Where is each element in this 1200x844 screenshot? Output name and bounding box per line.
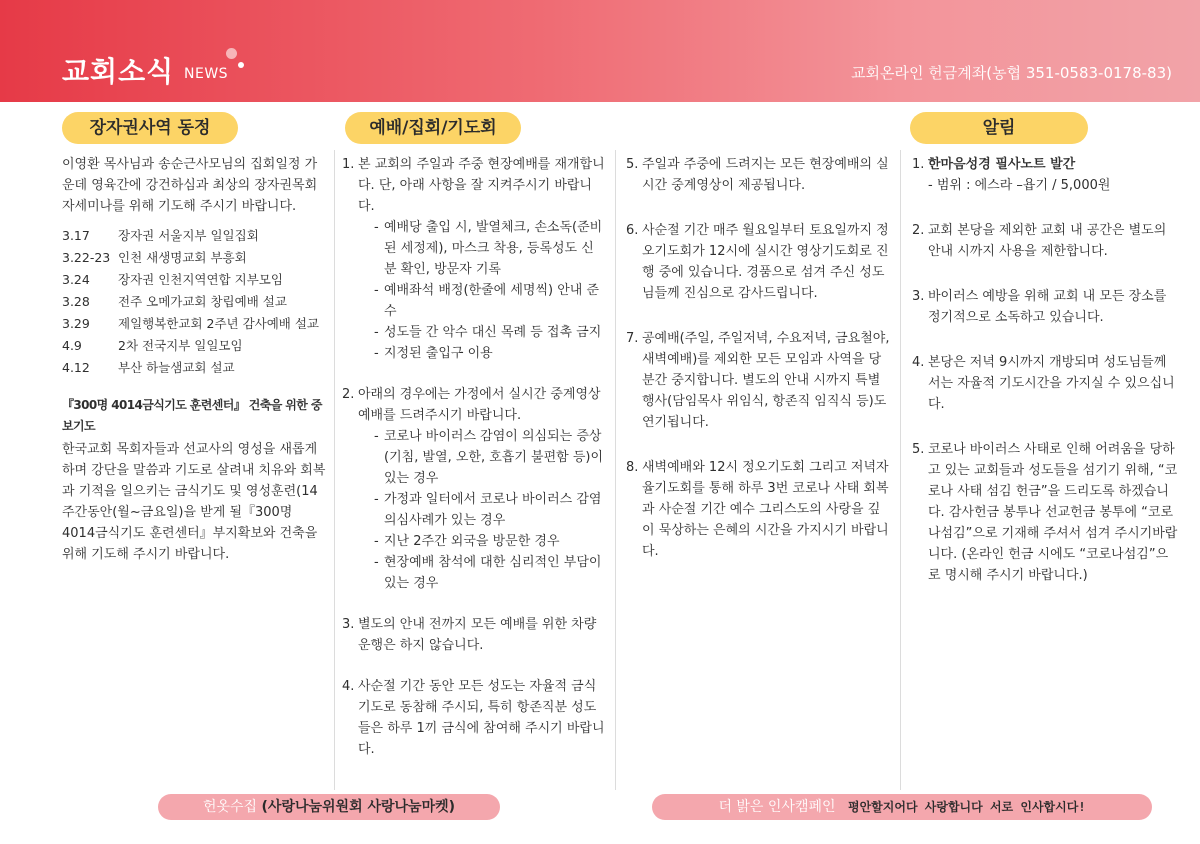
sub-item bbox=[374, 531, 606, 552]
schedule-event: 부산 하늘샘교회 설교 bbox=[118, 360, 235, 375]
item-number: 6. bbox=[626, 223, 639, 238]
item-body bbox=[928, 286, 1178, 328]
item-text: 본당은 저녁 9시까지 개방되며 성도님들께서는 자율적 기도시간을 가지실 수 있으십니다. bbox=[928, 355, 1175, 412]
item-sublist bbox=[358, 217, 606, 364]
ministry-column bbox=[62, 154, 326, 565]
offering-account: 교회온라인 헌금계좌(농협 351-0583-0178-83) bbox=[851, 64, 1172, 82]
schedule-event: 제일행복한교회 2주년 감사예배 설교 bbox=[118, 316, 319, 331]
sub-text: 예배당 출입 시, 발열체크, 손소독(준비된 세정제), 마스크 착용, 등록성도 신분 확인, 방문자 기록 bbox=[384, 220, 603, 277]
item-text: 주일과 주중에 드려지는 모든 현장예배의 실시간 중계영상이 제공됩니다. bbox=[642, 157, 889, 193]
item-text: 새벽예배와 12시 정오기도회 그리고 저녁자율기도회를 통해 하루 3번 코로나 사태 회복과 사순절 기간 예수 그리스도의 사랑을 깊이 묵상하는 은혜의 시간을 가지시기 바랍니다. bbox=[642, 460, 889, 559]
column-divider bbox=[334, 150, 335, 790]
greeting-campaign-banner bbox=[652, 794, 1152, 820]
worship-column bbox=[342, 154, 606, 780]
greeting-campaign-text: 평안할지어다 사랑합니다 서로 인사합시다! bbox=[847, 800, 1086, 814]
schedule-event: 2차 전국지부 일일모임 bbox=[118, 338, 243, 353]
prayer-body: 한국교회 목회자들과 선교사의 영성을 새롭게 하며 강단을 말씀과 기도로 살려내 치유와 회복과 기적을 일으키는 금식기도 및 영성훈련(14주간동안(월~금요일)을 받게 될『300명 4014금식기도 훈련센터』부지확보와 건축을 위해 기도해 주시기 바랍니다. bbox=[62, 442, 326, 562]
sub-item bbox=[374, 280, 606, 322]
schedule-event: 전주 오메가교회 창립예배 설교 bbox=[118, 294, 287, 309]
item-number: 3. bbox=[912, 289, 925, 304]
worship-item bbox=[626, 220, 892, 304]
column-divider bbox=[615, 150, 616, 790]
worship-column-continued bbox=[626, 154, 892, 586]
notice-item bbox=[912, 286, 1178, 328]
item-text: 사순절 기간 동안 모든 성도는 자율적 금식기도로 동참해 주시되, 특히 항존직분 성도들은 하루 1끼 금식에 참여해 주시기 바랍니다. bbox=[358, 679, 605, 757]
item-sublist bbox=[358, 426, 606, 594]
prayer-title: 『300명 4014금식기도 훈련센터』 건축을 위한 중보기도 bbox=[62, 398, 322, 433]
schedule-date: 3.17 bbox=[62, 228, 90, 243]
item-text: 아래의 경우에는 가정에서 실시간 중계영상예배를 드려주시기 바랍니다. bbox=[358, 387, 601, 423]
header-banner bbox=[0, 0, 1200, 102]
item-body bbox=[358, 154, 606, 364]
item-text: 한마음성경 필사노트 발간 bbox=[928, 157, 1076, 172]
item-number: 8. bbox=[626, 460, 639, 475]
sub-text: 지난 2주간 외국을 방문한 경우 bbox=[384, 534, 560, 549]
schedule-row bbox=[62, 269, 326, 291]
sub-dash: - bbox=[374, 283, 379, 298]
sub-text: 현장예배 참석에 대한 심리적인 부담이 있는 경우 bbox=[384, 555, 602, 591]
sub-text: 예배좌석 배정(한줄에 세명씩) 안내 준수 bbox=[384, 283, 600, 319]
clothing-collection-banner bbox=[158, 794, 500, 820]
item-body bbox=[358, 614, 606, 656]
sub-dash: - bbox=[374, 220, 379, 235]
worship-item bbox=[342, 614, 606, 656]
notice-column bbox=[912, 154, 1178, 610]
notice-item bbox=[912, 154, 1178, 196]
item-body bbox=[928, 154, 1178, 196]
item-number: 4. bbox=[912, 355, 925, 370]
item-text: 코로나 바이러스 사태로 인해 어려움을 당하고 있는 교회들과 성도들을 섬기기 위해, “코로나 사태 섬김 헌금”을 드리도록 하겠습니다. 감사헌금 봉투나 선교헌금 봉투에 “코로나섬김”으로 기재해 주셔서 섬겨 주시기바랍니다. (온라인 헌금 시에도 “코로나섬김”으로 명시해 주시기 바랍니다.) bbox=[928, 442, 1178, 583]
worship-item bbox=[342, 154, 606, 364]
section-heading-notice: 알림 bbox=[910, 112, 1088, 144]
greeting-campaign-label: 더 밝은 인사캠페인 bbox=[718, 799, 836, 815]
sub-item bbox=[374, 217, 606, 280]
item-number: 1. bbox=[342, 157, 355, 172]
sub-text: 성도들 간 악수 대신 목례 등 접촉 금지 bbox=[384, 325, 602, 340]
item-number: 1. bbox=[912, 157, 925, 172]
item-detail: - 범위 : 에스라 –욥기 / 5,000원 bbox=[928, 178, 1111, 193]
notice-item bbox=[912, 439, 1178, 586]
schedule-row bbox=[62, 247, 326, 269]
notice-item bbox=[912, 352, 1178, 415]
item-text: 별도의 안내 전까지 모든 예배를 위한 차량 운행은 하지 않습니다. bbox=[358, 617, 597, 653]
item-body bbox=[928, 220, 1178, 262]
sub-dash: - bbox=[374, 325, 379, 340]
item-text: 본 교회의 주일과 주중 현장예배를 재개합니다. 단, 아래 사항을 잘 지켜주시기 바랍니다. bbox=[358, 157, 605, 214]
schedule-date: 4.9 bbox=[62, 338, 82, 353]
worship-item bbox=[626, 457, 892, 562]
schedule-date: 3.22-23 bbox=[62, 250, 111, 265]
sub-item bbox=[374, 426, 606, 489]
schedule-row bbox=[62, 357, 326, 379]
schedule-date: 3.29 bbox=[62, 316, 90, 331]
decorative-dot bbox=[226, 48, 237, 59]
column-divider bbox=[900, 150, 901, 790]
section-heading-worship: 예배/집회/기도회 bbox=[345, 112, 521, 144]
item-number: 4. bbox=[342, 679, 355, 694]
schedule-row bbox=[62, 291, 326, 313]
sub-item bbox=[374, 322, 606, 343]
schedule-row bbox=[62, 335, 326, 357]
schedule-date: 4.12 bbox=[62, 360, 90, 375]
sub-dash: - bbox=[374, 429, 379, 444]
schedule-date: 3.24 bbox=[62, 272, 90, 287]
decorative-dot-small bbox=[238, 62, 244, 68]
clothing-collection-label: 헌옷수집 bbox=[202, 799, 258, 815]
sub-dash: - bbox=[374, 555, 379, 570]
sub-item bbox=[374, 552, 606, 594]
worship-item bbox=[342, 676, 606, 760]
worship-item bbox=[342, 384, 606, 594]
sub-dash: - bbox=[374, 346, 379, 361]
notice-item bbox=[912, 220, 1178, 262]
schedule-row bbox=[62, 313, 326, 335]
item-text: 공예배(주일, 주일저녁, 수요저녁, 금요철야, 새벽예배)를 제외한 모든 모임과 사역을 당분간 중지합니다. 별도의 안내 시까지 특별행사(담임목사 위임식, 항존직 임직식 등)도 연기됩니다. bbox=[642, 331, 890, 430]
schedule-list bbox=[62, 225, 326, 379]
item-number: 7. bbox=[626, 331, 639, 346]
item-number: 2. bbox=[912, 223, 925, 238]
sub-item bbox=[374, 343, 606, 364]
item-body bbox=[928, 439, 1178, 586]
schedule-event: 장자권 서울지부 일일집회 bbox=[118, 228, 259, 243]
schedule-event: 인천 새생명교회 부흥회 bbox=[118, 250, 247, 265]
news-label: NEWS bbox=[184, 66, 229, 82]
item-body bbox=[928, 352, 1178, 415]
sub-text: 가정과 일터에서 코로나 바이러스 감염 의심사례가 있는 경우 bbox=[384, 492, 602, 528]
item-text: 사순절 기간 매주 월요일부터 토요일까지 정오기도회가 12시에 실시간 영상기도회로 진행 중에 있습니다. 경품으로 섬겨 주신 성도님들께 진심으로 감사드립니다. bbox=[642, 223, 889, 301]
item-text: 바이러스 예방을 위해 교회 내 모든 장소를 정기적으로 소독하고 있습니다. bbox=[928, 289, 1167, 325]
item-text: 교회 본당을 제외한 교회 내 공간은 별도의 안내 시까지 사용을 제한합니다. bbox=[928, 223, 1167, 259]
sub-text: 지정된 출입구 이용 bbox=[384, 346, 493, 361]
item-body bbox=[358, 676, 606, 760]
item-number: 2. bbox=[342, 387, 355, 402]
item-number: 3. bbox=[342, 617, 355, 632]
worship-item bbox=[626, 154, 892, 196]
ministry-intro: 이영환 목사님과 송순근사모님의 집회일정 가운데 영육간에 강건하심과 최상의 장자권목회자세미나를 위해 기도해 주시기 바랍니다. bbox=[62, 157, 318, 214]
sub-dash: - bbox=[374, 492, 379, 507]
sub-dash: - bbox=[374, 534, 379, 549]
page-title: 교회소식 bbox=[62, 55, 175, 88]
item-number: 5. bbox=[626, 157, 639, 172]
item-number: 5. bbox=[912, 442, 925, 457]
sub-item bbox=[374, 489, 606, 531]
item-body bbox=[358, 384, 606, 594]
schedule-event: 장자권 인천지역연합 지부모임 bbox=[118, 272, 283, 287]
sub-text: 코로나 바이러스 감염이 의심되는 증상(기침, 발열, 오한, 호흡기 불편함 등)이 있는 경우 bbox=[384, 429, 604, 486]
schedule-row bbox=[62, 225, 326, 247]
section-heading-ministry: 장자권사역 동정 bbox=[62, 112, 238, 144]
worship-item bbox=[626, 328, 892, 433]
schedule-date: 3.28 bbox=[62, 294, 90, 309]
clothing-collection-text: (사랑나눔위원회 사랑나눔마켓) bbox=[261, 799, 456, 815]
